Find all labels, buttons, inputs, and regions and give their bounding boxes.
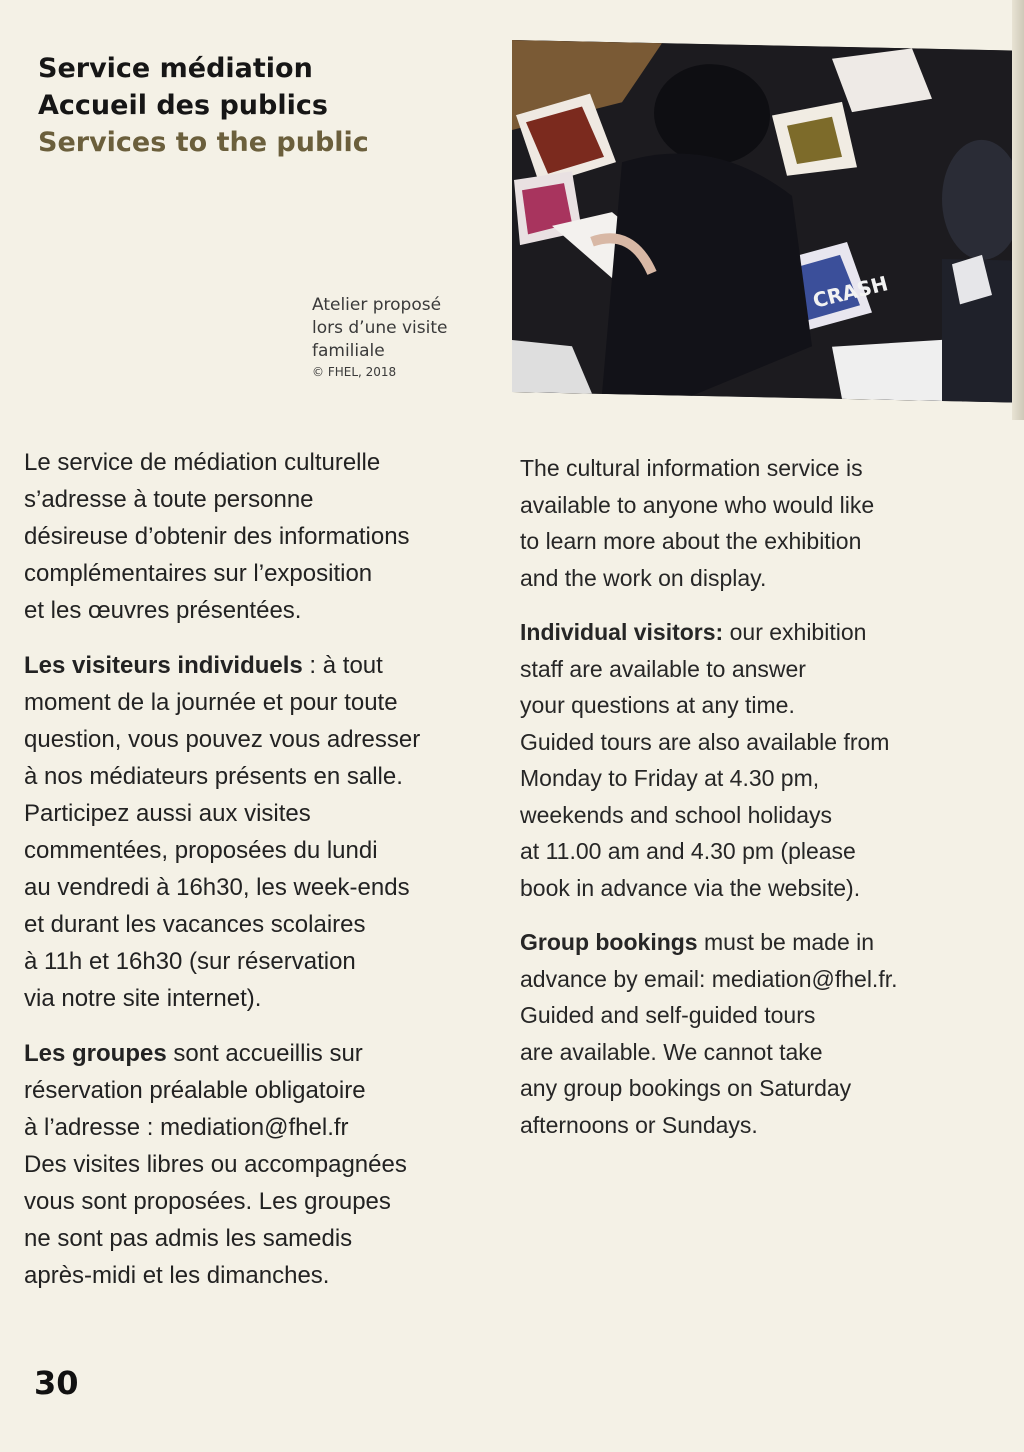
caption-line: Atelier proposé	[312, 295, 442, 315]
english-column	[520, 450, 990, 1161]
french-groups-paragraph	[24, 1035, 494, 1294]
english-groups-heading: Group bookings	[520, 929, 698, 955]
french-visitors-text: : à tout moment de la journée et pour toute question, vous pouvez vous adresser à nos médiateurs présents en salle. Participez aussi aux visites commentées, proposées du lundi au vendredi à 16h30, les week-ends et durant les vacances scolaires à 11h et 16h30 (sur réservation via notre site internet).	[24, 652, 421, 1012]
caption-line: familiale	[312, 341, 385, 361]
title-services-to-the-public: Services to the public	[38, 127, 369, 158]
english-visitors-heading: Individual visitors:	[520, 619, 724, 645]
english-visitors-text: our exhibition staff are available to answer your questions at any time. Guided tours are also available from Monday to Friday at 4.30 pm, weekends and school holidays at 11.00 am and 4.30 pm (please book in advance via the website).	[520, 619, 890, 901]
french-visitors-paragraph	[24, 647, 494, 1017]
workshop-photo-illustration	[512, 40, 1012, 402]
title-accueil-des-publics: Accueil des publics	[38, 90, 328, 121]
photo-credit: © FHEL, 2018	[312, 365, 397, 379]
page-number: 30	[34, 1364, 79, 1402]
french-column	[24, 444, 494, 1312]
french-groups-heading: Les groupes	[24, 1040, 167, 1067]
french-groups-text: sont accueillis sur réservation préalable obligatoire à l’adresse : mediation@fhel.fr Des visites libres ou accompagnées vous sont proposées. Les groupes ne sont pas admis les samedis après-midi et les dimanches.	[24, 1040, 407, 1289]
english-groups-text: must be made in advance by email: mediation@fhel.fr. Guided and self-guided tours are available. We cannot take any group bookings on Saturday afternoons or Sundays.	[520, 929, 898, 1138]
caption-line: lors d’une visite	[312, 318, 448, 338]
photo-caption	[312, 294, 447, 381]
title-service-mediation: Service médiation	[38, 53, 313, 84]
english-groups-paragraph	[520, 924, 990, 1143]
english-visitors-paragraph	[520, 614, 990, 906]
poster-crash-text: CRASH	[810, 271, 891, 313]
french-intro-paragraph: Le service de médiation culturelle s’adresse à toute personne désireuse d’obtenir des informations complémentaires sur l’exposition et les œuvres présentées.	[24, 449, 410, 624]
workshop-photo	[512, 40, 1012, 402]
french-visitors-heading: Les visiteurs individuels	[24, 652, 303, 679]
english-intro-paragraph: The cultural information service is available to anyone who would like to learn more about the exhibition and the work on display.	[520, 455, 875, 591]
page-edge	[1012, 0, 1024, 420]
page-title-block	[38, 50, 369, 161]
